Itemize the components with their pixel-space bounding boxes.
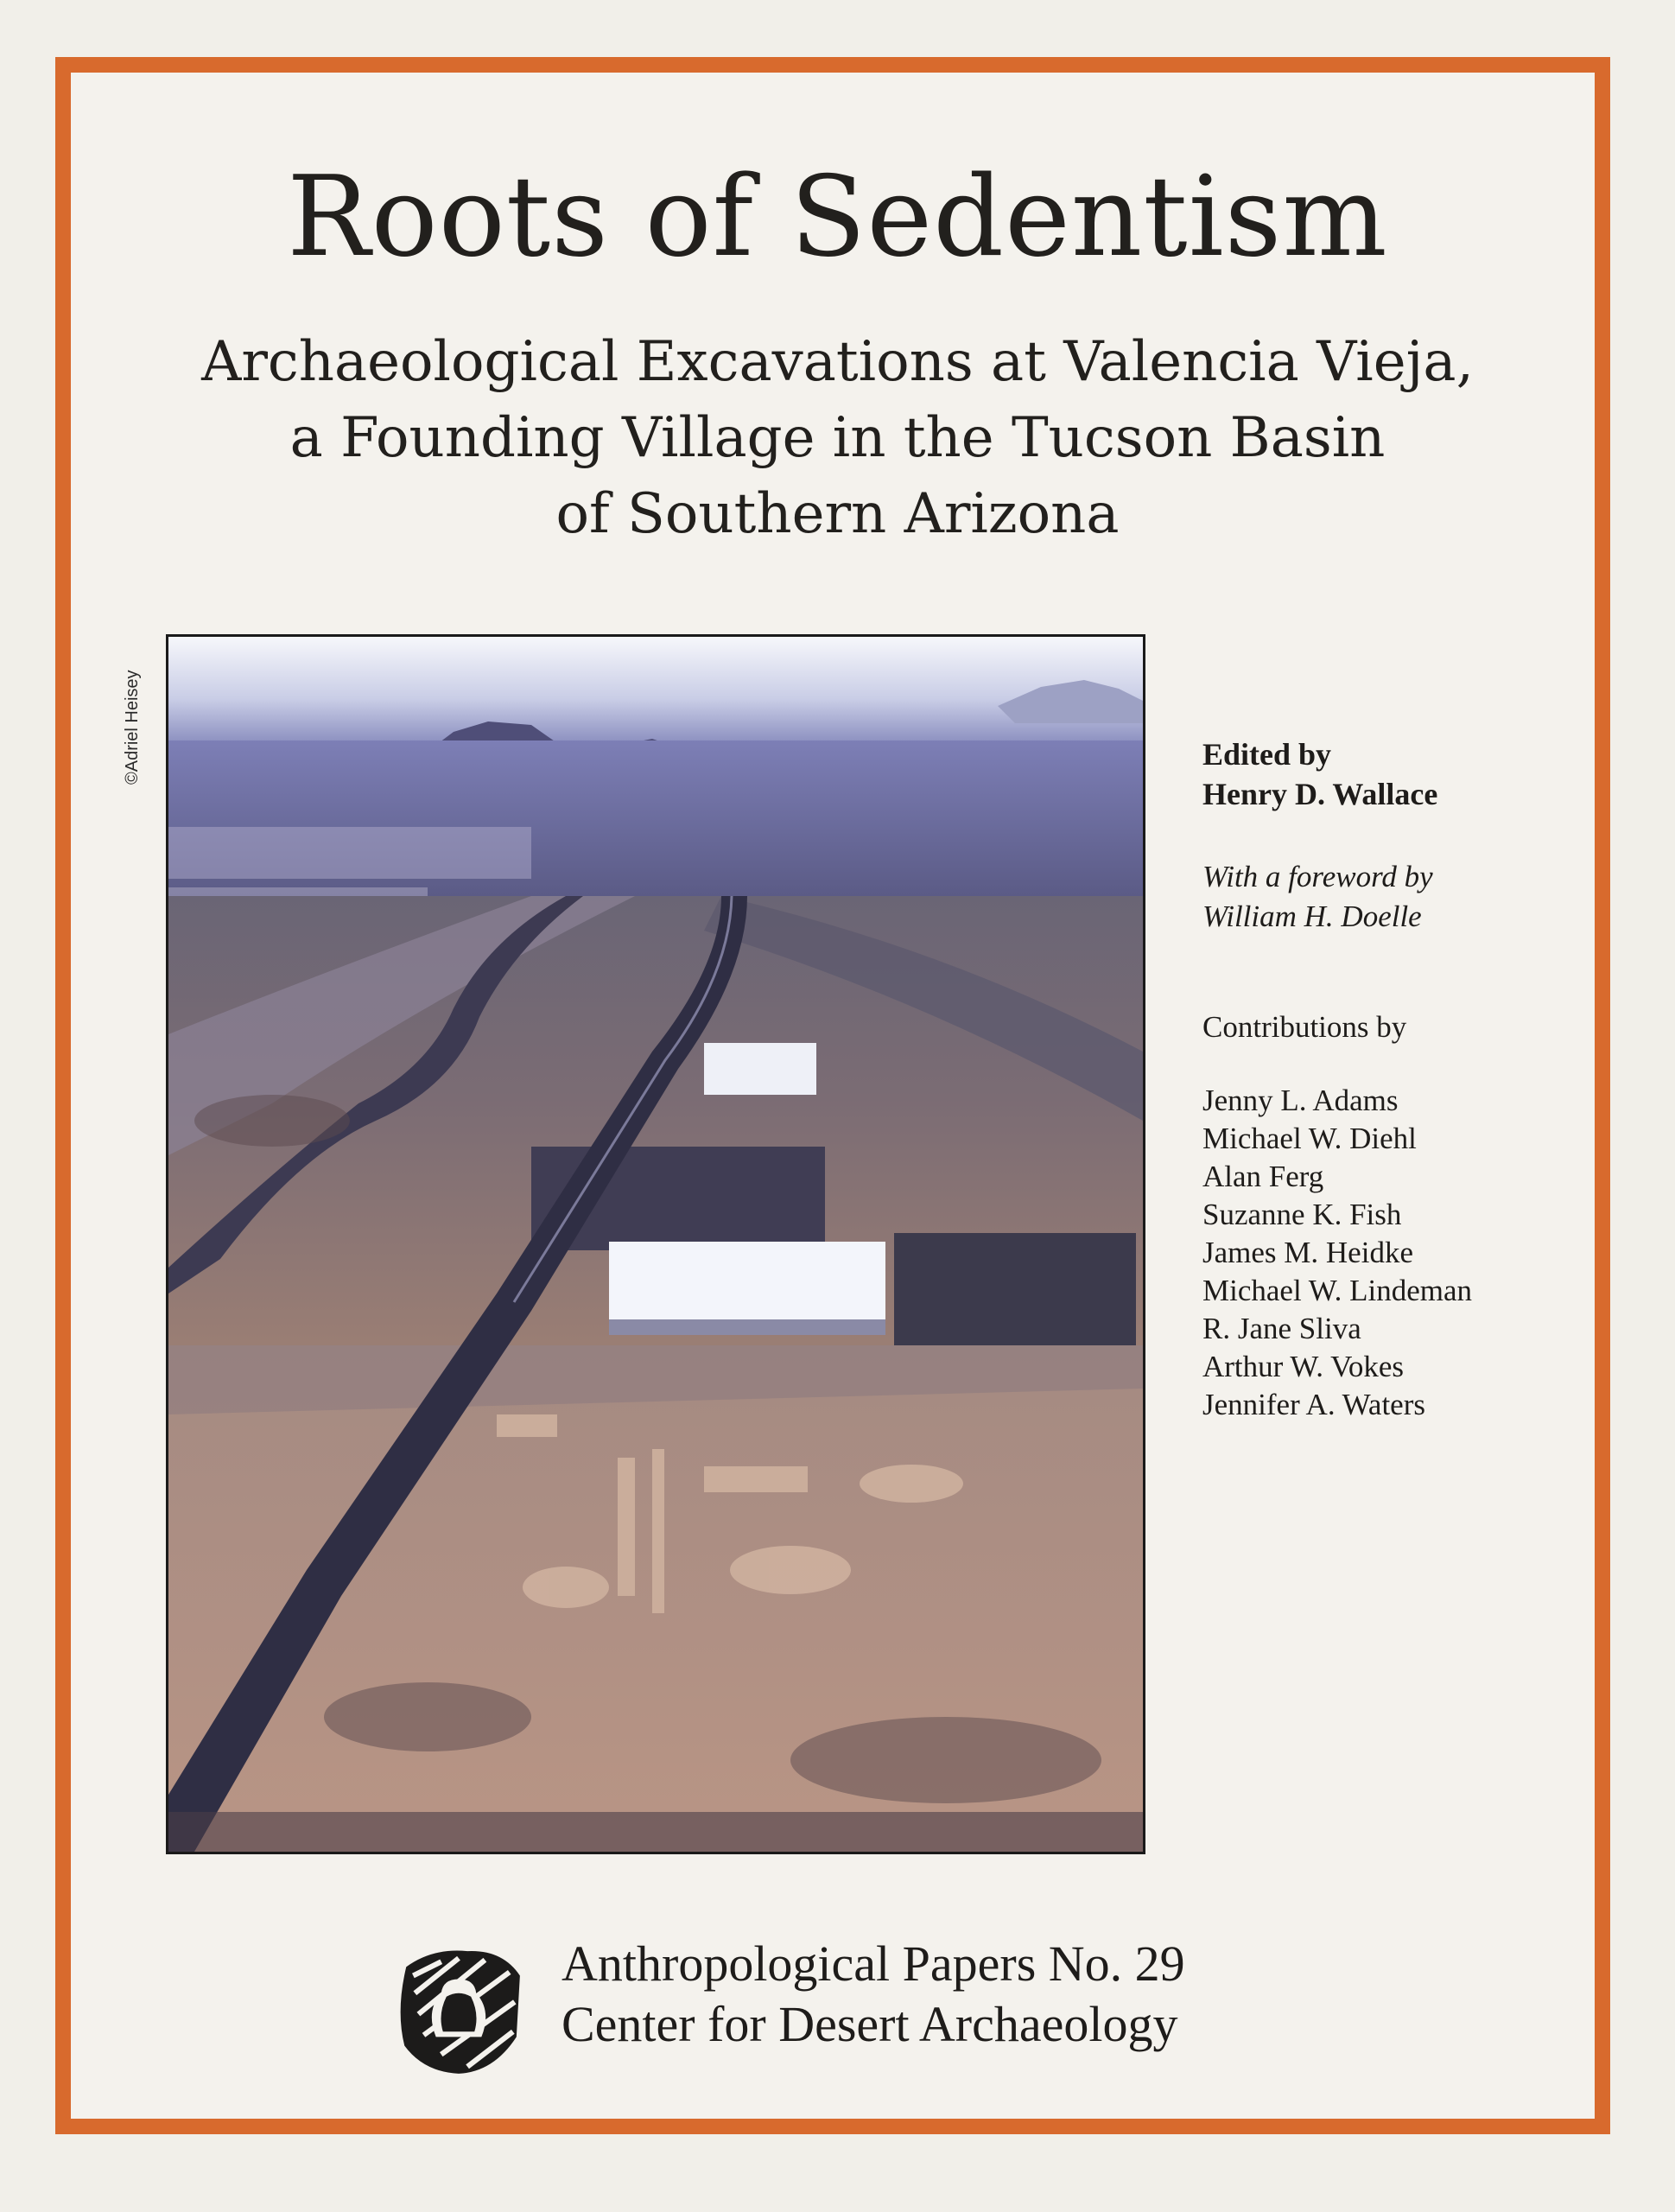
credits-block [1202,734,1608,1424]
series-line-1: Anthropological Papers No. 29 [562,1936,1185,1992]
contributors-list [1202,1082,1608,1424]
subtitle-line: of Southern Arizona [555,482,1120,546]
series-text [562,1934,1185,2055]
editor-name: Henry D. Wallace [1202,777,1438,811]
foreword-label: With a foreword by [1202,860,1433,893]
contributor-name: James M. Heidke [1202,1236,1413,1269]
contributor-name: Alan Ferg [1202,1160,1324,1193]
contributions-label: Contributions by [1202,1010,1407,1044]
foreword-block [1202,857,1608,937]
contributor-name: Michael W. Lindeman [1202,1274,1473,1307]
contributor-name: Suzanne K. Fish [1202,1198,1402,1231]
contributor-name: Michael W. Diehl [1202,1122,1417,1155]
book-subtitle [104,324,1571,552]
aerial-photo-icon [168,637,1143,1852]
book-title: Roots of Sedentism [287,153,1388,282]
subtitle-line: a Founding Village in the Tucson Basin [289,406,1386,470]
series-block [389,1934,1425,2072]
contributor-name: Jenny L. Adams [1202,1084,1399,1117]
contributor-name: Jennifer A. Waters [1202,1388,1425,1421]
photo-credit: ©Adriel Heisey [123,670,142,785]
foreword-name: William H. Doelle [1202,899,1422,933]
contributor-name: R. Jane Sliva [1202,1312,1361,1345]
series-line-2: Center for Desert Archaeology [562,1996,1178,2052]
edited-by-label: Edited by [1202,737,1332,772]
subtitle-line: Archaeological Excavations at Valencia Vieja, [201,330,1474,394]
contributor-name: Arthur W. Vokes [1202,1350,1405,1383]
pottery-vessel-logo-icon [389,1941,529,2081]
aerial-photo [166,634,1145,1854]
